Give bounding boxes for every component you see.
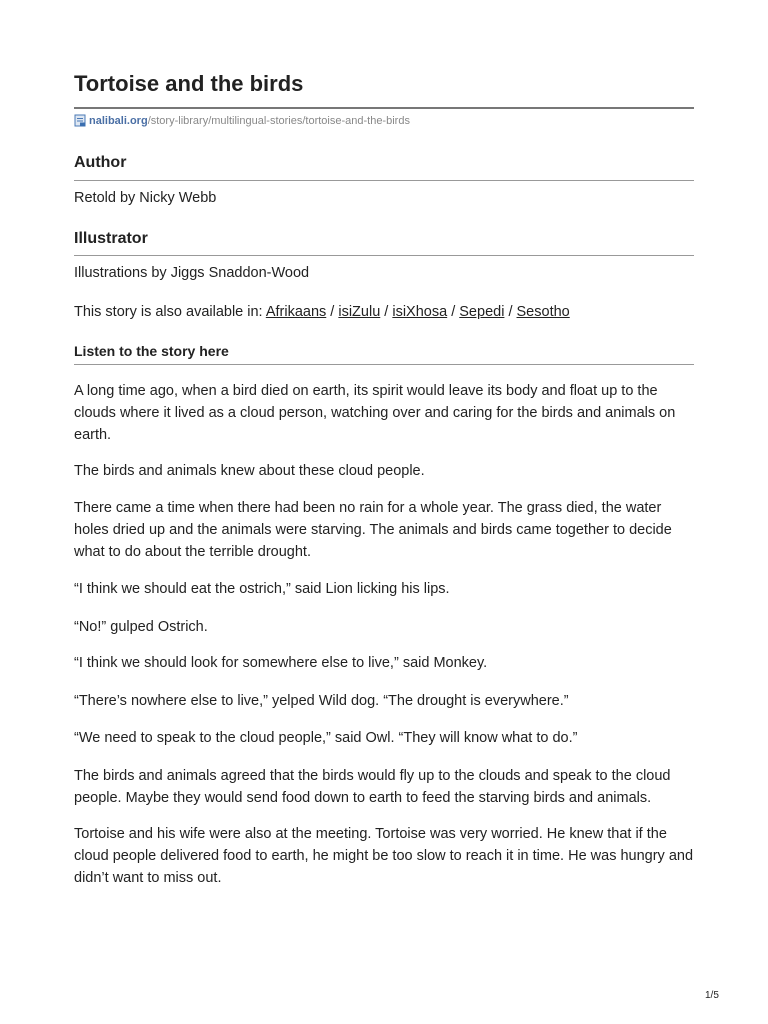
story-paragraph: “We need to speak to the cloud people,” said Owl. “They will know what to do.” [74, 730, 578, 746]
illustrator-heading: Illustrator [74, 230, 148, 247]
story-paragraph: “There’s nowhere else to live,” yelped Wild dog. “The drought is everywhere.” [74, 693, 569, 709]
separator: / [504, 304, 517, 320]
story-paragraph: Tortoise and his wife were also at the meeting. Tortoise was very worried. He knew that if the cloud people delivered food to earth, he might be too slow to reach it in time. He was hungry and didn’t want to miss out. [74, 826, 694, 886]
separator: / [326, 304, 339, 320]
listen-heading: Listen to the story here [74, 343, 229, 359]
story-paragraph: The birds and animals knew about these cloud people. [74, 463, 425, 479]
story-paragraph: “I think we should eat the ostrich,” said Lion licking his lips. [74, 581, 450, 597]
story-paragraph: A long time ago, when a bird died on earth, its spirit would leave its body and float up to the clouds where it lived as a cloud person, watching over and caring for the birds and animals on earth. [74, 383, 676, 443]
separator: / [380, 304, 393, 320]
availability-prefix: This story is also available in: [74, 304, 266, 320]
page-number: 1/5 [705, 990, 719, 1001]
author-divider [74, 180, 694, 181]
author-text: Retold by Nicky Webb [74, 190, 217, 206]
separator: / [447, 304, 460, 320]
language-link-isixhosa[interactable]: isiXhosa [392, 304, 448, 320]
language-link-sesotho[interactable]: Sesotho [516, 304, 570, 320]
link-page-icon [74, 114, 87, 127]
source-url[interactable] [74, 114, 410, 128]
story-paragraph: “No!” gulped Ostrich. [74, 619, 208, 635]
language-link-isizulu[interactable]: isiZulu [338, 304, 381, 320]
illustrator-divider [74, 255, 694, 256]
story-paragraph: There came a time when there had been no rain for a whole year. The grass died, the water holes dried up and the animals were starving. The animals and birds came together to decide what to do about the terrible drought. [74, 500, 672, 560]
illustrator-text: Illustrations by Jiggs Snaddon-Wood [74, 265, 310, 281]
source-path[interactable]: /story-library/multilingual-stories/tortoise-and-the-birds [147, 115, 410, 127]
language-link-sepedi[interactable]: Sepedi [459, 304, 505, 320]
listen-divider [74, 364, 694, 365]
author-heading: Author [74, 154, 127, 171]
availability-line [74, 301, 694, 323]
page-title: Tortoise and the birds [74, 71, 304, 96]
story-paragraph: The birds and animals agreed that the birds would fly up to the clouds and speak to the cloud people. Maybe they would send food down to earth to feed the starving birds and animals. [74, 768, 671, 806]
title-divider [74, 107, 694, 109]
story-paragraph: “I think we should look for somewhere else to live,” said Monkey. [74, 655, 488, 671]
source-domain[interactable]: nalibali.org [89, 115, 148, 127]
language-link-afrikaans[interactable]: Afrikaans [265, 304, 327, 320]
